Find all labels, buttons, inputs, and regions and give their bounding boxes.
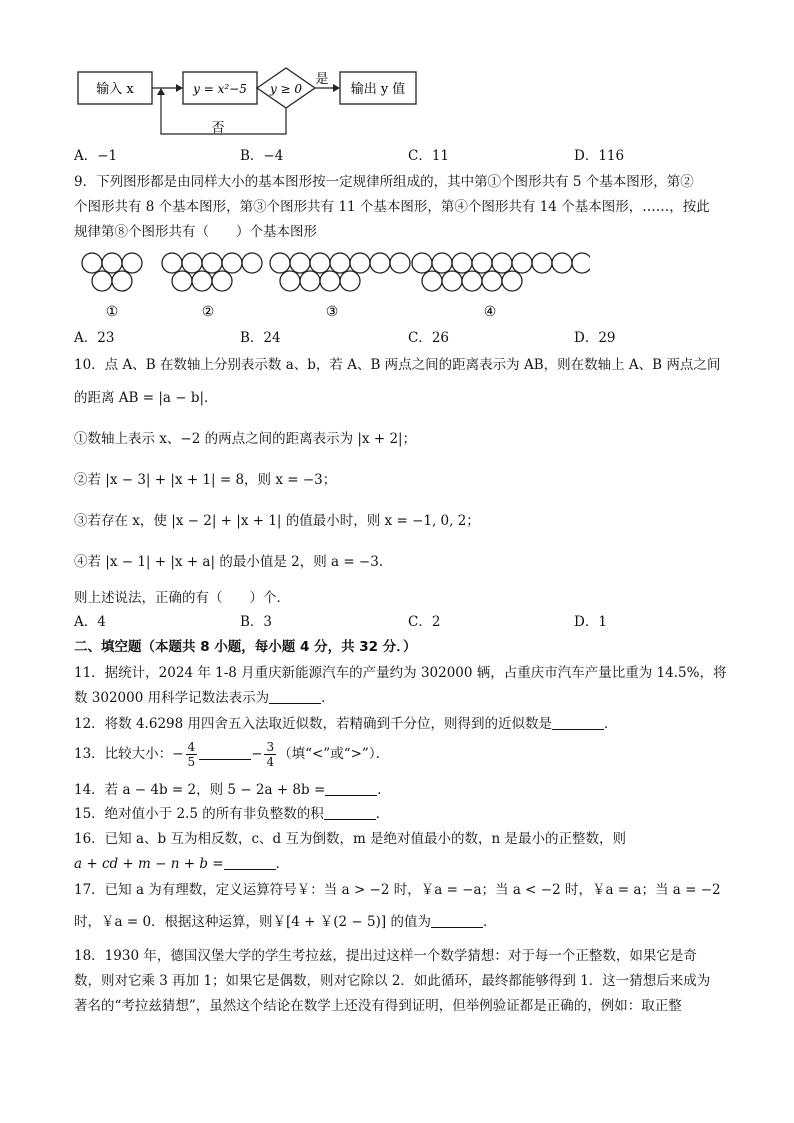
circle-figure-4-top-2 xyxy=(432,253,452,273)
q10-option-b[interactable]: B．3 xyxy=(240,614,273,630)
q13-line xyxy=(74,737,389,771)
section-2-heading: 二、填空题（本题共 8 小题，每小题 4 分，共 32 分．） xyxy=(74,639,417,655)
flowchart xyxy=(70,62,430,144)
circle-figure-2-top-4 xyxy=(222,253,242,273)
circle-figure-3-bottom-4 xyxy=(340,271,360,291)
figure-label-2: ② xyxy=(201,304,215,320)
q13-fraction-2: $\frac{3}{4}$ xyxy=(266,740,275,769)
q11-end: ． xyxy=(321,690,335,706)
circle-figure-3-bottom-2 xyxy=(300,271,320,291)
q17-line-1: 17．已知 a 为有理数，定义运算符号￥：当 a > −2 时，￥a = −a；当 a < −2 时，￥a = a；当 a = −2 xyxy=(74,882,721,898)
q17-line-2 xyxy=(74,912,496,932)
q11-text: 数 302000 用科学记数法表示为 xyxy=(74,690,270,706)
q10-option-a[interactable]: A．4 xyxy=(74,614,106,630)
circle-figure-4-bottom-1 xyxy=(422,271,442,291)
q13-text: 13．比较大小：− xyxy=(74,746,184,762)
circle-figure-2-top-3 xyxy=(202,253,222,273)
q9-option-c[interactable]: C．26 xyxy=(408,330,450,346)
q10-ask: 则上述说法，正确的有（ ）个． xyxy=(74,590,290,606)
q13-fraction-1: $\frac{4}{5}$ xyxy=(187,740,196,769)
circle-figure-4-top-1 xyxy=(412,253,432,273)
q17-end: ． xyxy=(482,914,497,930)
circle-figure-4-top-4 xyxy=(472,253,492,273)
q10-line-1: 10．点 A、B 在数轴上分别表示数 a、b，若 A、B 两点之间的距离表示为 AB，则在数轴上 A、B 两点之间 xyxy=(74,357,721,373)
q8-option-a[interactable]: A．−1 xyxy=(74,148,118,164)
q12-text: 12．将数 4.6298 用四舍五入法取近似数，若精确到千分位，则得到的近似数是 xyxy=(74,716,552,732)
q9-line-1: 9．下列图形都是由同样大小的基本图形按一定规律所组成的，其中第①个图形共有 5 个基本图形，第② xyxy=(74,174,694,190)
q9-option-d[interactable]: D．29 xyxy=(574,330,616,346)
circle-figure-4-top-5 xyxy=(492,253,512,273)
circle-figure-3-top-3 xyxy=(310,253,330,273)
q15-line xyxy=(74,804,389,824)
circle-figure-1-top-2 xyxy=(102,253,122,273)
circle-figure-2-top-5 xyxy=(242,253,262,273)
q14-line xyxy=(74,780,391,800)
q17-text: 时，￥a = 0．根据这种运算，则￥[4 + ￥(2 − 5)] 的值为 xyxy=(74,914,431,930)
q14-end: ． xyxy=(377,782,391,798)
flow-arrowhead-1 xyxy=(176,84,183,92)
q8-option-d[interactable]: D．116 xyxy=(574,148,625,164)
q16-line-1: 16．已知 a、b 互为相反数，c、d 互为倒数，m 是绝对值最小的数，n 是最小的正整数，则 xyxy=(74,831,627,847)
q16-line-2 xyxy=(74,854,289,874)
circle-figure-4-bottom-5 xyxy=(502,271,522,291)
circle-figure-4-top-6 xyxy=(512,253,532,273)
q13-answer-blank[interactable] xyxy=(199,745,251,760)
circle-figure-2-top-2 xyxy=(182,253,202,273)
q16-answer-blank[interactable] xyxy=(224,855,276,870)
circle-figure-4-top-9 xyxy=(572,253,590,273)
circle-figure-3-top-5 xyxy=(350,253,370,273)
q13-minus: − xyxy=(251,746,263,762)
q18-line-1: 18．1930 年，德国汉堡大学的学生考拉兹，提出过这样一个数学猜想：对于每一个正整数，如果它是奇 xyxy=(74,948,697,964)
circle-figure-3-top-6 xyxy=(370,253,390,273)
q9-circle-figures xyxy=(70,250,590,325)
q14-answer-blank[interactable] xyxy=(325,781,377,796)
q16-text: a + cd + m − n + b = xyxy=(74,856,224,872)
circle-figure-2-top-1 xyxy=(162,253,182,273)
q11-line-2 xyxy=(74,688,335,708)
circle-figure-3-top-2 xyxy=(290,253,310,273)
flow-arrowhead-yes xyxy=(333,84,340,92)
flow-formula-text: y = x²−5 xyxy=(193,82,247,96)
circle-figure-4-top-8 xyxy=(552,253,572,273)
circle-figure-3-top-4 xyxy=(330,253,350,273)
circle-figure-3-top-7 xyxy=(390,253,410,273)
q10-statement-1: ①数轴上表示 x、−2 的两点之间的距离表示为 |x + 2|； xyxy=(74,431,417,447)
figure-label-4: ④ xyxy=(483,304,497,320)
circle-figure-4-top-3 xyxy=(452,253,472,273)
circle-figure-4-bottom-4 xyxy=(482,271,502,291)
figure-label-1: ① xyxy=(105,304,119,320)
flow-no-label: 否 xyxy=(211,121,225,136)
q12-end: ． xyxy=(604,716,618,732)
q10-statement-4: ④若 |x − 1| + |x + a| 的最小值是 2，则 a = −3． xyxy=(74,554,393,570)
flow-input-text: 输入 x xyxy=(96,82,134,97)
q10-option-d[interactable]: D．1 xyxy=(574,614,607,630)
circle-figure-1-bottom-2 xyxy=(112,271,132,291)
q10-option-c[interactable]: C．2 xyxy=(408,614,441,630)
q12-answer-blank[interactable] xyxy=(552,715,604,730)
circle-patterns xyxy=(82,253,590,291)
q17-answer-blank[interactable] xyxy=(431,913,483,928)
circle-figure-1-top-3 xyxy=(122,253,142,273)
flow-arrowhead-loop xyxy=(157,88,165,95)
circle-figure-4-bottom-2 xyxy=(442,271,462,291)
q18-line-2: 数，则对它乘 3 再加 1；如果它是偶数，则对它除以 2．如此循环，最终都能够得到 1．这一猜想后来成为 xyxy=(74,973,711,989)
q10-statement-3: ③若存在 x，使 |x − 2| + |x + 1| 的值最小时，则 x = −1, 0, 2； xyxy=(74,513,480,529)
q15-answer-blank[interactable] xyxy=(324,805,376,820)
q14-text: 14．若 a − 4b = 2，则 5 − 2a + 8b = xyxy=(74,782,326,798)
q18-line-3: 著名的“考拉兹猜想”，虽然这个结论在数学上还没有得到证明，但举例验证都是正确的，例如：取正整 xyxy=(74,998,682,1014)
circle-figure-3-bottom-1 xyxy=(280,271,300,291)
q10-statement-2: ②若 |x − 3| + |x + 1| = 8，则 x = −3； xyxy=(74,472,337,488)
figure-label-3: ③ xyxy=(325,304,339,320)
q16-end: ． xyxy=(275,856,290,872)
flow-yes-label: 是 xyxy=(315,72,329,87)
q11-answer-blank[interactable] xyxy=(269,689,321,704)
q9-line-3: 规律第⑧个图形共有（ ）个基本图形 xyxy=(74,224,317,240)
q8-option-b[interactable]: B．−4 xyxy=(240,148,284,164)
q10-line-2: 的距离 AB = |a − b|． xyxy=(74,390,218,406)
circle-figure-4-top-7 xyxy=(532,253,552,273)
q11-line-1: 11．据统计，2024 年 1-8 月重庆新能源汽车的产量约为 302000 辆，占重庆市汽车产量比重为 14.5%，将 xyxy=(74,665,727,681)
q12-line xyxy=(74,714,618,734)
flow-condition-text: y ≥ 0 xyxy=(269,82,303,96)
circle-figure-2-bottom-2 xyxy=(192,271,212,291)
circle-figure-1-top-1 xyxy=(82,253,102,273)
circle-figure-3-top-1 xyxy=(270,253,290,273)
circle-figure-4-bottom-3 xyxy=(462,271,482,291)
q15-text: 15．绝对值小于 2.5 的所有非负整数的积 xyxy=(74,806,324,822)
q15-end: ． xyxy=(375,806,390,822)
flow-output-text: 输出 y 值 xyxy=(350,82,406,97)
q8-option-c[interactable]: C．11 xyxy=(408,148,450,164)
q9-option-b[interactable]: B．24 xyxy=(240,330,281,346)
circle-figure-3-bottom-3 xyxy=(320,271,340,291)
circle-figure-2-bottom-3 xyxy=(212,271,232,291)
circle-figure-1-bottom-1 xyxy=(92,271,112,291)
q9-option-a[interactable]: A．23 xyxy=(74,330,115,346)
q9-line-2: 个图形共有 8 个基本图形，第③个图形共有 11 个基本图形，第④个图形共有 14 个基本图形，……，按此 xyxy=(74,199,710,215)
circle-figure-2-bottom-1 xyxy=(172,271,192,291)
q13-hint: （填“<”或“>”）． xyxy=(278,746,390,762)
